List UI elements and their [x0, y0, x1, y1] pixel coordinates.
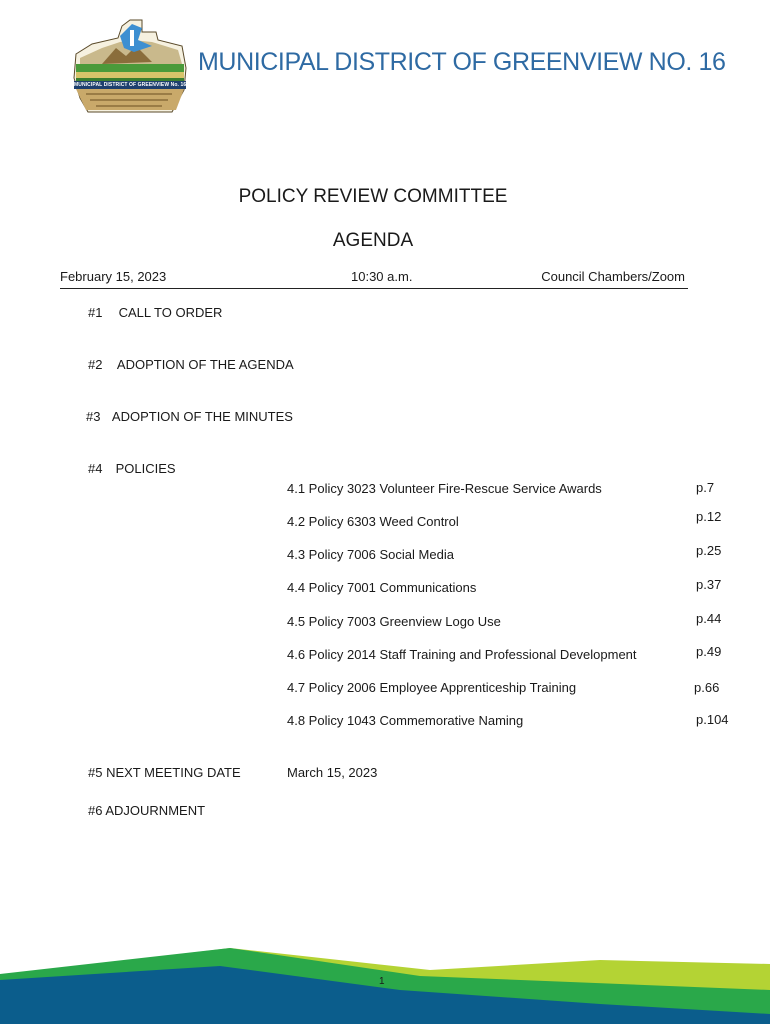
policy-item: 4.8 Policy 1043 Commemorative Naming: [287, 713, 524, 728]
agenda-item-label: ADOPTION OF THE MINUTES: [111, 409, 293, 424]
logo-emblem-icon: [72, 18, 188, 116]
organization-name: MUNICIPAL DISTRICT OF GREENVIEW NO. 16: [198, 48, 726, 76]
agenda-item-adoption-agenda: [88, 357, 294, 372]
policy-page-ref: p.7: [696, 480, 715, 495]
agenda-title: AGENDA: [332, 230, 414, 251]
meeting-details: [60, 268, 688, 289]
policy-page-ref: p.12: [696, 509, 722, 524]
agenda-item-number: #2: [88, 357, 103, 372]
agenda-item-call-to-order: [88, 305, 222, 320]
agenda-item-adoption-minutes: [86, 409, 293, 424]
page-number: 1: [379, 976, 385, 987]
meeting-date: February 15, 2023: [60, 269, 167, 284]
policy-page-ref: p.49: [696, 644, 722, 659]
committee-title: POLICY REVIEW COMMITTEE: [238, 186, 508, 207]
policy-page-ref: p.44: [696, 611, 722, 626]
agenda-item-label: ADOPTION OF THE AGENDA: [116, 357, 294, 372]
footer-swoosh-graphic: [0, 930, 770, 1024]
agenda-item-number: #1: [88, 305, 103, 320]
policy-page-ref: p.25: [696, 543, 722, 558]
policy-item: 4.5 Policy 7003 Greenview Logo Use: [287, 614, 501, 629]
agenda-item-adjournment: #6 ADJOURNMENT: [88, 803, 206, 818]
policy-item: 4.2 Policy 6303 Weed Control: [287, 514, 459, 529]
agenda-item-number: #4: [88, 461, 103, 476]
policy-item: 4.3 Policy 7006 Social Media: [287, 547, 454, 562]
policy-item: 4.4 Policy 7001 Communications: [287, 580, 477, 595]
policy-item: 4.6 Policy 2014 Staff Training and Professional Development: [287, 647, 637, 662]
agenda-item-label: CALL TO ORDER: [118, 305, 223, 320]
next-meeting-date: March 15, 2023: [287, 765, 378, 780]
policy-item: 4.1 Policy 3023 Volunteer Fire-Rescue Service Awards: [287, 481, 602, 496]
agenda-item-label: POLICIES: [115, 461, 176, 476]
logo-text: MUNICIPAL DISTRICT OF GREENVIEW No. 16: [74, 82, 186, 88]
policy-page-ref: p.37: [696, 577, 722, 592]
agenda-item-number: #3: [86, 409, 101, 424]
policy-item: 4.7 Policy 2006 Employee Apprenticeship Training: [287, 680, 577, 695]
meeting-time: 10:30 a.m.: [351, 269, 413, 284]
policy-page-ref: p.104: [696, 712, 729, 727]
meeting-location: Council Chambers/Zoom: [541, 269, 685, 284]
greenview-logo: [72, 18, 188, 116]
agenda-item-policies: [88, 461, 176, 476]
agenda-item-next-meeting: #5 NEXT MEETING DATE: [88, 765, 241, 780]
policy-page-ref: p.66: [694, 680, 720, 695]
